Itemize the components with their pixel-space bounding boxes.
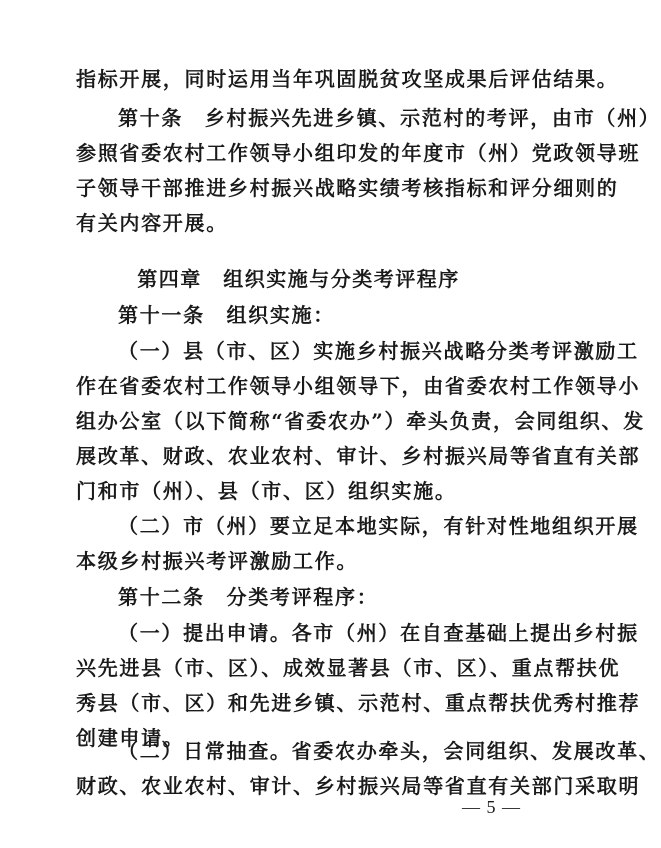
article-12-item-2-line-1: （二）日常抽查。省委农办牵头，会同组织、发展改革、 bbox=[118, 739, 661, 763]
article-10-line-4: 有关内容开展。 bbox=[76, 211, 228, 235]
article-11-item-2-line-2: 本级乡村振兴考评激励工作。 bbox=[76, 549, 359, 573]
article-12-item-2-line-2: 财政、农业农村、审计、乡村振兴局等省直有关部门采取明 bbox=[76, 774, 641, 798]
article-12-item-1-line-2: 兴先进县（市、区）、成效显著县（市、区）、重点帮扶优 bbox=[76, 656, 621, 680]
article-10-line-3: 子领导干部推进乡村振兴战略实绩考核指标和评分细则的 bbox=[76, 176, 619, 200]
chapter-heading: 第四章 组织实施与分类考评程序 bbox=[137, 267, 460, 291]
article-12-item-1-line-1: （一）提出申请。各市（州）在自查基础上提出乡村振 bbox=[118, 621, 639, 645]
article-12-title: 第十二条 分类考评程序： bbox=[118, 585, 379, 609]
article-11-item-1-line-3: 组办公室（以下简称“省委农办”）牵头负责，会同组织、发 bbox=[76, 409, 645, 433]
article-12-item-1-line-3: 秀县（市、区）和先进乡镇、示范村、重点帮扶优秀村推荐 bbox=[76, 691, 641, 715]
page-number: — 5 — bbox=[462, 797, 521, 817]
article-11-item-2-line-1: （二）市（州）要立足本地实际，有针对性地组织开展 bbox=[118, 514, 639, 538]
article-10-line-2: 参照省委农村工作领导小组印发的年度市（州）党政领导班 bbox=[76, 141, 641, 165]
article-11-title: 第十一条 组织实施： bbox=[118, 303, 335, 327]
article-12-item-1-line-4: 创建申请。 bbox=[76, 726, 185, 750]
article-11-item-1-line-5: 门和市（州）、县（市、区）组织实施。 bbox=[76, 479, 457, 503]
article-10-line-1: 第十条 乡村振兴先进乡镇、示范村的考评，由市（州） bbox=[118, 106, 661, 130]
article-11-item-1-line-2: 作在省委农村工作领导小组领导下，由省委农村工作领导小 bbox=[76, 374, 641, 398]
article-11-item-1-line-1: （一）县（市、区）实施乡村振兴战略分类考评激励工 bbox=[118, 339, 639, 363]
paragraph-line-1: 指标开展，同时运用当年巩固脱贫攻坚成果后评估结果。 bbox=[76, 67, 619, 91]
article-11-item-1-line-4: 展改革、财政、农业农村、审计、乡村振兴局等省直有关部 bbox=[76, 444, 641, 468]
